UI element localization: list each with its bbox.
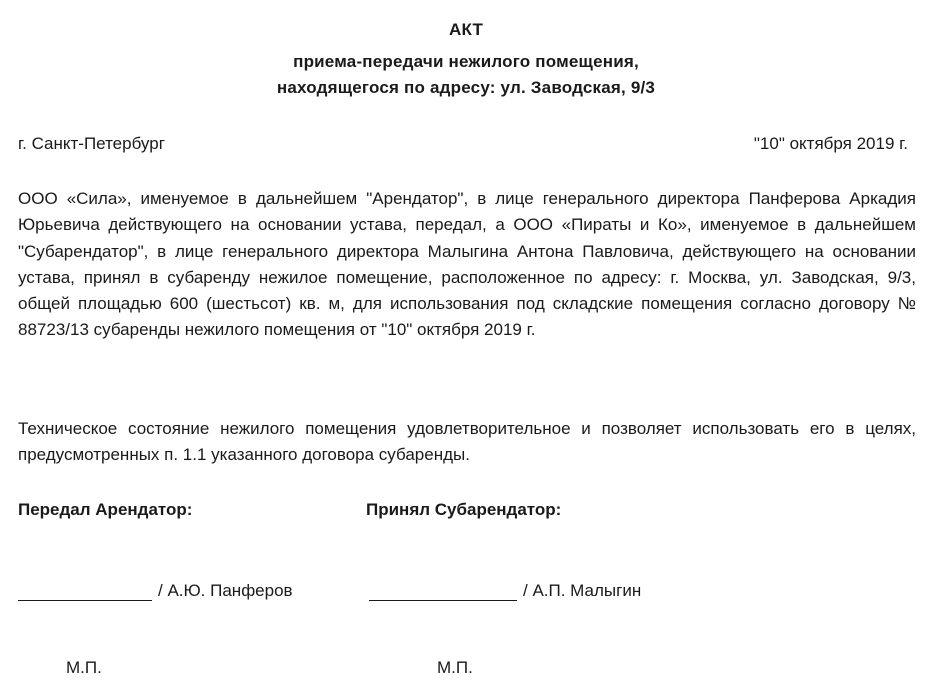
lessor-name: / А.Ю. Панферов — [158, 581, 293, 600]
city-text: г. Санкт-Петербург — [18, 134, 165, 153]
document-subtitle-line1: приема-передачи нежилого помещения, — [293, 52, 639, 71]
body-paragraph-1: ООО «Сила», именуемое в дальнейшем "Арендатор", в лице генерального директора Панферова Аркадия Юрьевича действующего на основании устава, передал, а ООО «Пираты и Ко», именуемое в дальнейшем "Субарендатор", в лице генерального директора Малыгина Антона Павловича, действующего на основании устава, принял в субаренду нежилое помещение, расположенное по адресу: г. Москва, ул. Заводская, 9/3, общей площадью 600 (шестьсот) кв. м, для использования под складские помещения согласно договору № 88723/13 субаренды нежилого помещения от "10" октября 2019 г. — [18, 189, 916, 340]
lessor-signature-line — [18, 580, 293, 601]
sublessee-signature-line — [369, 580, 641, 601]
lessor-signature-blank — [18, 580, 152, 601]
document-title: АКТ — [448, 20, 484, 39]
document-subtitle-line2: находящегося по адресу: ул. Заводская, 9/3 — [276, 78, 656, 97]
sublessee-stamp-place: М.П. — [437, 658, 473, 677]
sublessee-name: / А.П. Малыгин — [523, 581, 642, 600]
sublessee-signature-blank — [369, 580, 517, 601]
body-paragraph-2: Техническое состояние нежилого помещения удовлетворительное и позволяет использовать его в целях, предусмотренных п. 1.1 указанного договора субаренды. — [18, 419, 916, 465]
lessor-stamp-place: М.П. — [66, 658, 102, 677]
date-text: "10" октября 2019 г. — [753, 134, 908, 153]
sublessee-signature-label: Принял Субарендатор: — [366, 500, 562, 519]
lessor-signature-label: Передал Арендатор: — [18, 500, 193, 519]
